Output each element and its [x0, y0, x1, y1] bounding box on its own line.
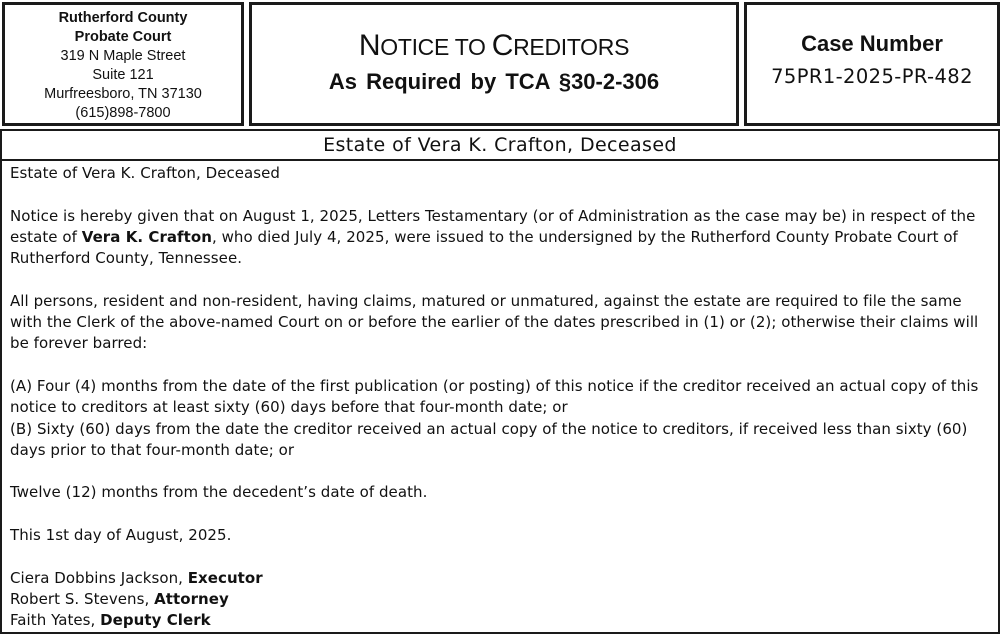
paragraph-twelve-months: Twelve (12) months from the decedent’s date of death. — [10, 483, 428, 502]
deputy-clerk-name: Faith Yates, — [10, 611, 101, 630]
body-bottom-border — [0, 632, 1000, 634]
court-phone: (615)898-7800 — [75, 105, 171, 121]
executor-name: Ciera Dobbins Jackson, — [10, 568, 188, 587]
court-city-state-zip: Murfreesboro, TN 37130 — [44, 86, 202, 102]
court-address-box — [2, 2, 244, 126]
court-street: 319 N Maple Street — [60, 48, 186, 64]
clause-a: (A) Four (4) months from the date of the first publication (or posting) of this notice if the creditor received an actual copy of this notice to creditors at least sixty (60) days before that four-month date; or — [10, 376, 979, 417]
signature-executor — [10, 568, 992, 589]
para1-before: Notice is hereby given that on August 1, 2025, Letters Testamentary (or of Administration as the case may be) in respect of the estate of — [10, 206, 976, 246]
estate-line: Estate of Vera K. Crafton, Deceased — [10, 164, 281, 182]
title-initial-n: N — [358, 29, 381, 62]
case-number-box — [744, 2, 1000, 126]
title-rest-1: OTICE TO — [380, 34, 492, 60]
executor-role: Executor — [187, 568, 263, 587]
estate-heading: Estate of Vera K. Crafton, Deceased — [323, 134, 677, 156]
clause-b: (B) Sixty (60) days from the date the creditor received an actual copy of the notice to creditors, if received less than sixty (60) days prior to that four-month date; or — [10, 419, 968, 459]
case-number-value: 75PR1-2025-PR-482 — [771, 65, 973, 88]
body-left-border — [0, 129, 2, 634]
decedent-name: Vera K. Crafton — [81, 227, 212, 246]
court-suite: Suite 121 — [92, 67, 154, 83]
signature-deputy-clerk — [10, 610, 992, 631]
notice-title — [252, 29, 736, 64]
notice-body — [10, 163, 992, 632]
deputy-clerk-role: Deputy Clerk — [100, 611, 211, 630]
notice-title-box — [249, 2, 739, 126]
divider-under-heading — [0, 159, 1000, 161]
court-name-line2: Probate Court — [74, 29, 172, 45]
case-number-label: Case Number — [801, 31, 943, 56]
dated-line: This 1st day of August, 2025. — [10, 526, 232, 545]
title-initial-c: C — [491, 29, 514, 62]
paragraph-letters-issued — [10, 206, 992, 270]
attorney-name: Robert S. Stevens, — [10, 589, 155, 608]
paragraph-claims: All persons, resident and non-resident, having claims, matured or unmatured, against the estate are required to file the same with the Clerk of the above-named Court on or before the earlier of the dates prescribed in (1) or (2); otherwise their claims will be forever barred: — [10, 291, 979, 353]
title-rest-2: REDITORS — [513, 34, 630, 60]
para1-after: , who died July 4, 2025, were issued to the undersigned by the Rutherford County Probate Court of Rutherford County, Tennessee. — [10, 227, 958, 268]
signature-attorney — [10, 589, 992, 610]
court-name-line1: Rutherford County — [58, 10, 188, 26]
notice-subtitle: As Required by TCA §30-2-306 — [328, 69, 660, 94]
attorney-role: Attorney — [154, 589, 229, 608]
